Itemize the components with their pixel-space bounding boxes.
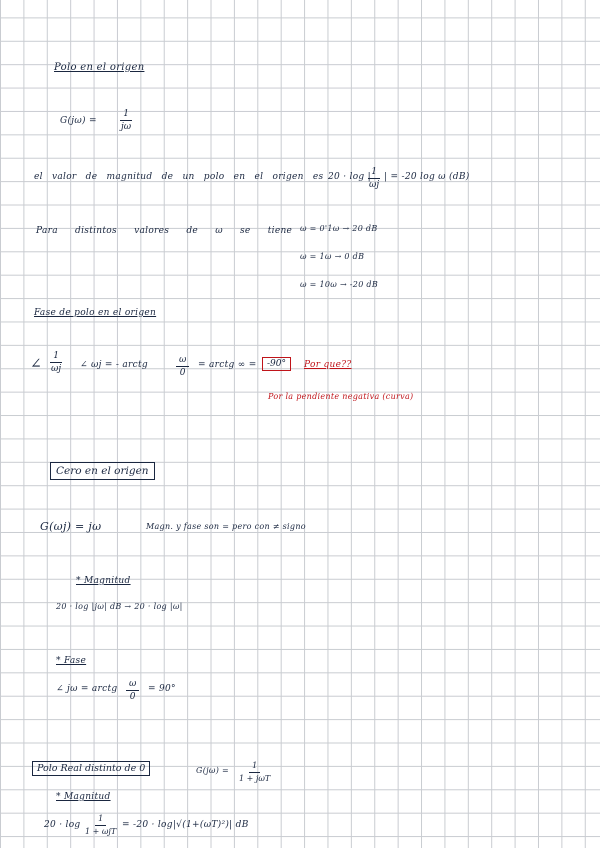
value-row-2: ω = 1ω → 0 dB [300,252,365,261]
polo-real-mag-fraction [82,813,119,838]
section-title-polo-real: Polo Real distinto de 0 [32,761,150,776]
magnitude-formula-fraction [366,166,382,191]
magnitude-denominator: ωj [369,180,380,190]
cero-g-expression: G(ωj) = jω [40,520,102,533]
g-jw-fraction [118,108,134,133]
cero-magnitud-label: * Magnitud [76,576,131,586]
polo-real-g-fraction [236,760,273,785]
section-title-fase-polo: Fase de polo en el origen [34,308,157,318]
magnitude-formula-post: | = -20 log ω (dB) [384,172,470,182]
polo-real-mag-pre: 20 · log [44,820,81,830]
g-jw-numerator: 1 [120,108,132,121]
section-title-polo-origen: Polo en el origen [54,62,145,73]
fase-fraction-2-denominator: 0 [179,368,186,378]
section-title-cero-origen: Cero en el origen [50,462,155,480]
polo-real-magnitud-label: * Magnitud [56,792,111,802]
polo-real-g-lhs: G(jω) = [196,766,229,775]
fase-fraction-2 [176,354,189,379]
polo-real-mag-post: = -20 · log|√(1+(ωT)²)| dB [122,820,249,830]
valores-sentence: Para distintos valores de ω se tiene [36,226,293,236]
cero-fase-label: * Fase [56,656,87,666]
angle-symbol: ∠ [30,356,43,372]
fase-denominator: ωj [51,364,62,374]
fase-expression: ∠ ωj = - arctg [80,360,148,370]
red-note: Por la pendiente negativa (curva) [268,392,414,401]
cero-fase-result: = 90° [148,684,176,694]
g-jw-denominator: jω [121,122,132,132]
fase-fraction-2-numerator: ω [176,354,189,367]
fase-result-box: -90° [262,357,291,371]
cero-note: Magn. y fase son = pero con ≠ signo [146,522,306,531]
fase-numerator: 1 [50,350,62,363]
cero-fase-fraction [126,678,139,703]
fase-expression-2: = arctg ∞ = [198,360,257,370]
question-annotation: Por que?? [304,360,352,370]
cero-magnitud-expression: 20 · log |jω| dB → 20 · log |ω| [56,602,183,611]
value-row-3: ω = 10ω → -20 dB [300,280,379,289]
cero-fase-expression: ∠ jω = arctg [56,684,118,694]
polo-real-mag-numerator: 1 [95,813,106,826]
polo-real-mag-denominator: 1 + ωjT [85,827,117,836]
magnitude-numerator: 1 [368,166,380,179]
fase-fraction [48,350,64,375]
polo-real-g-denominator: 1 + jωT [239,774,271,783]
magnitude-sentence: el valor de magnitud de un polo en el origen es [34,172,324,182]
cero-fase-denominator: 0 [129,692,136,702]
g-jw-lhs: G(jω) = [60,116,97,126]
value-row-1: ω = 0'1ω → 20 dB [300,224,378,233]
cero-fase-numerator: ω [126,678,139,691]
polo-real-g-numerator: 1 [249,760,260,773]
magnitude-formula-pre: 20 · log | [328,172,371,182]
